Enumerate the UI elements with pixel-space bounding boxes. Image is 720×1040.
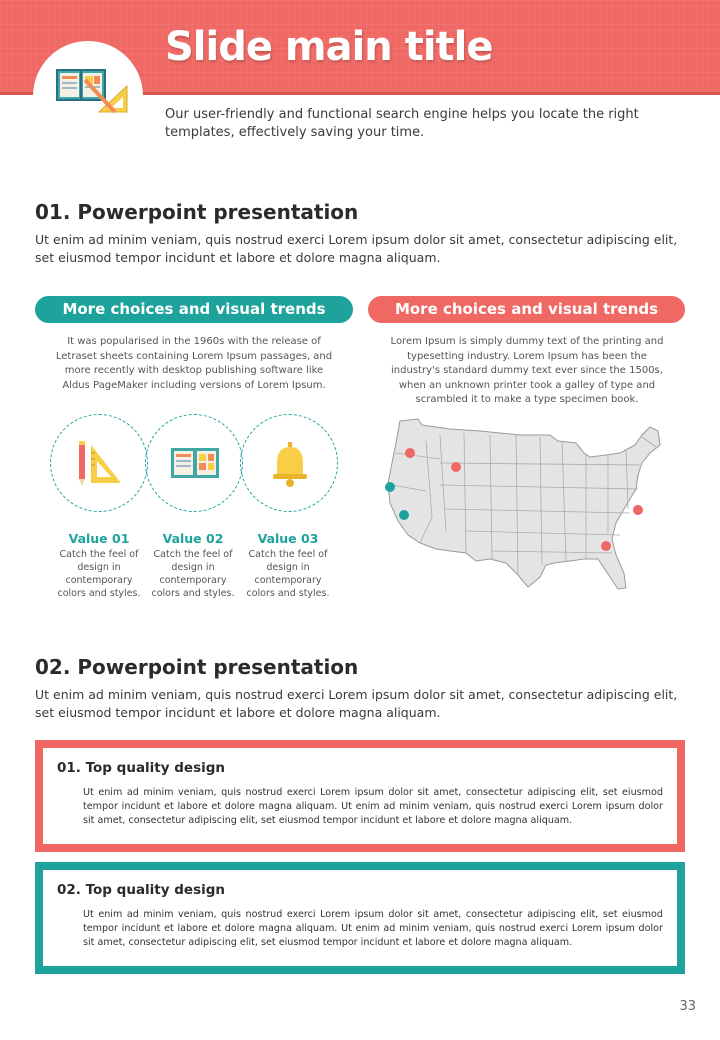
value-2-circle	[145, 414, 243, 512]
left-panel-text: It was popularised in the 1960s with the release of Letraset sheets containing Lorem Ipsum passages, and more recently with desktop publishing software like Aldus PageMaker including versions of Lorem Ipsum.	[55, 336, 333, 391]
quality-box-1-title: 01. Top quality design	[57, 760, 226, 776]
book-ruler-icon	[55, 66, 131, 116]
section-1-heading: 01. Powerpoint presentation	[35, 200, 359, 224]
quality-box-2-text: Ut enim ad minim veniam, quis nostrud exerci Lorem ipsum dolor sit amet, consectetur adipiscing elit, set eiusmod tempor incidunt et labore et dolore magna aliquam. Ut enim ad minim veniam, quis nostrud exerci Lorem ipsum dolor sit amet, consectetur adipiscing elit, set eiusmod tempor incidunt et labore et dolore magna aliquam.	[83, 909, 663, 949]
quality-box-1-text: Ut enim ad minim veniam, quis nostrud exerci Lorem ipsum dolor sit amet, consectetur adipiscing elit, set eiusmod tempor incidunt et labore et dolore magna aliquam. Ut enim ad minim veniam, quis nostrud exerci Lorem ipsum dolor sit amet, consectetur adipiscing elit, set eiusmod tempor incidunt et labore et dolore magna aliquam.	[83, 787, 663, 827]
page-title: Slide main title	[165, 24, 493, 70]
page-subtitle: Our user-friendly and functional search engine helps you locate the right templates, effectively saving your time.	[165, 107, 639, 140]
header-icon-badge	[33, 41, 143, 151]
section-2-heading: 02. Powerpoint presentation	[35, 655, 359, 679]
map-marker-6	[601, 541, 611, 551]
page-number: 33	[679, 999, 696, 1014]
map-marker-1	[405, 448, 415, 458]
value-3-title: Value 03	[257, 531, 319, 546]
right-panel-text: Lorem Ipsum is simply dummy text of the printing and typesetting industry. Lorem Ipsum has been the industry's standard dummy text ever since the 1500s, when an unknown printer took a galley of type and scrambled it to make a type specimen book.	[390, 336, 664, 406]
book-icon	[170, 439, 220, 489]
value-1-title: Value 01	[68, 531, 130, 546]
map-marker-4	[399, 510, 409, 520]
quality-box-2-title: 02. Top quality design	[57, 882, 226, 898]
section-1-text: Ut enim ad minim veniam, quis nostrud exerci Lorem ipsum dolor sit amet, consectetur adipiscing elit, set eiusmod tempor incidunt et labore et dolore magna aliquam.	[35, 232, 678, 265]
bell-icon	[265, 439, 315, 489]
value-1-desc: Catch the feel of design in contemporary colors and styles.	[57, 549, 141, 599]
map-marker-3	[385, 482, 395, 492]
value-2-desc: Catch the feel of design in contemporary colors and styles.	[151, 549, 235, 599]
map-marker-2	[451, 462, 461, 472]
quality-box-2	[35, 862, 685, 974]
map-marker-5	[633, 505, 643, 515]
ruler-pencil-icon	[75, 439, 125, 489]
section-2-text: Ut enim ad minim veniam, quis nostrud exerci Lorem ipsum dolor sit amet, consectetur adipiscing elit, set eiusmod tempor incidunt et labore et dolore magna aliquam.	[35, 687, 678, 720]
value-3-circle	[240, 414, 338, 512]
value-3-desc: Catch the feel of design in contemporary colors and styles.	[246, 549, 330, 599]
value-1-circle	[50, 414, 148, 512]
usa-map	[380, 413, 675, 593]
left-panel-pill: More choices and visual trends	[35, 296, 353, 323]
value-2-title: Value 02	[162, 531, 224, 546]
right-panel-pill: More choices and visual trends	[368, 296, 685, 323]
usa-map-outline	[388, 419, 660, 589]
quality-box-1	[35, 740, 685, 852]
